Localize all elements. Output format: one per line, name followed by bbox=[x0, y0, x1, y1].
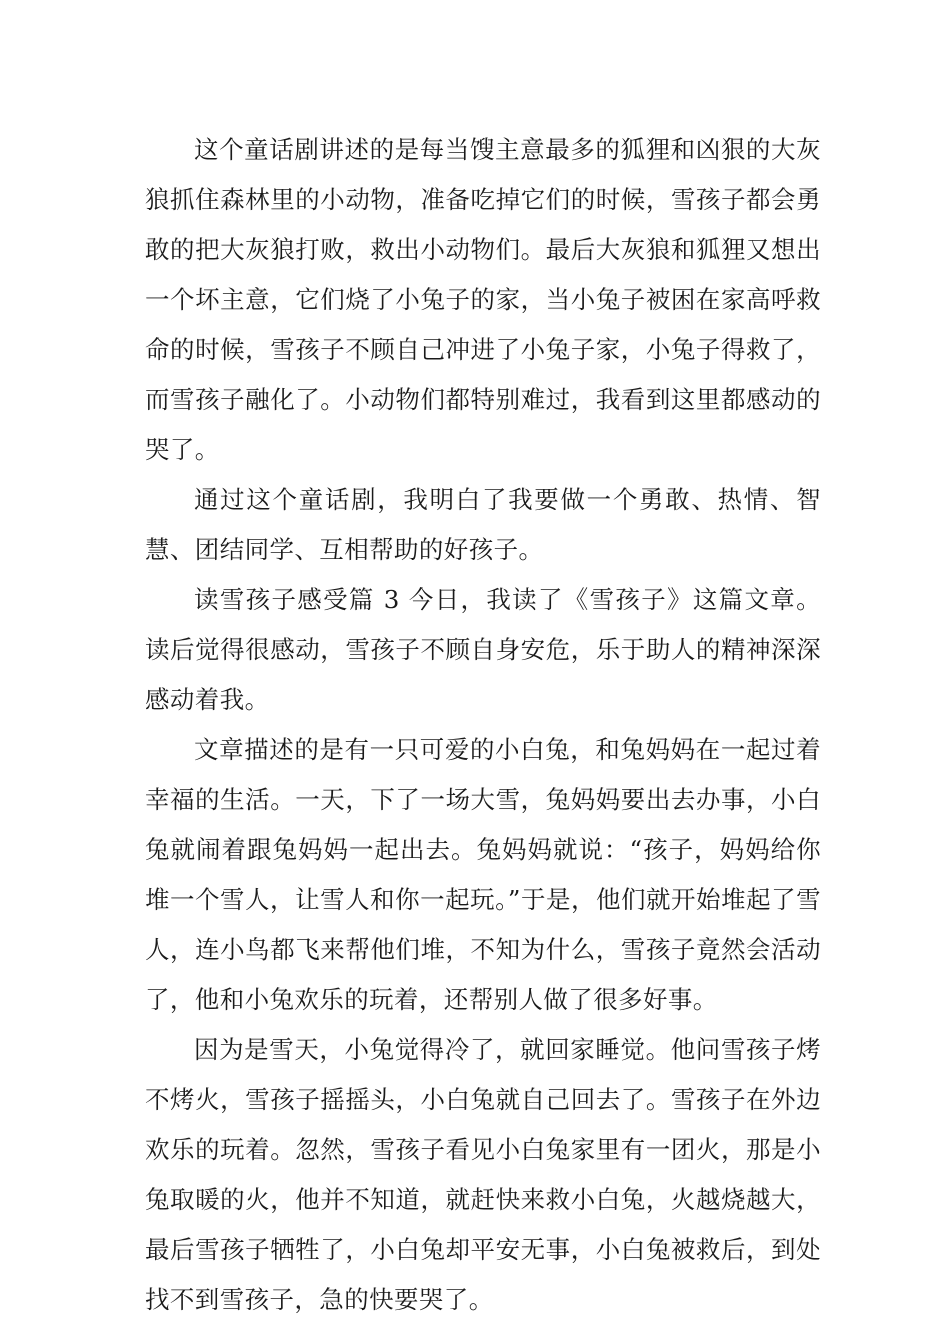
paragraph-1: 这个童话剧讲述的是每当馊主意最多的狐狸和凶狠的大灰狼抓住森林里的小动物，准备吃掉它们的时候，雪孩子都会勇敢的把大灰狼打败，救出小动物们。最后大灰狼和狐狸又想出一个坏主意，它们烧了小兔子的家，当小兔子被困在家高呼救命的时候，雪孩子不顾自己冲进了小兔子家，小兔子得救了，而雪孩子融化了。小动物们都特别难过，我看到这里都感动的哭了。 bbox=[145, 135, 821, 464]
paragraph-3: 读雪孩子感受篇 3 今日，我读了《雪孩子》这篇文章。读后觉得很感动，雪孩子不顾自身安危，乐于助人的精神深深感动着我。 bbox=[145, 585, 821, 714]
paragraph-5: 因为是雪天，小兔觉得冷了，就回家睡觉。他问雪孩子烤不烤火，雪孩子摇摇头，小白兔就自己回去了。雪孩子在外边欢乐的玩着。忽然，雪孩子看见小白兔家里有一团火，那是小兔取暖的火，他并不知道，就赶快来救小白兔，火越烧越大，最后雪孩子牺牲了，小白兔却平安无事，小白兔被救后，到处找不到雪孩子，急的快要哭了。 bbox=[145, 1035, 821, 1314]
paragraph-4: 文章描述的是有一只可爱的小白兔，和兔妈妈在一起过着幸福的生活。一天，下了一场大雪，兔妈妈要出去办事，小白兔就闹着跟兔妈妈一起出去。兔妈妈就说：“孩子，妈妈给你堆一个雪人，让雪人和你一起玩。”于是，他们就开始堆起了雪人，连小鸟都飞来帮他们堆，不知为什么，雪孩子竟然会活动了，他和小兔欢乐的玩着，还帮别人做了很多好事。 bbox=[145, 735, 821, 1014]
document-body bbox=[145, 125, 821, 1325]
paragraph-2: 通过这个童话剧，我明白了我要做一个勇敢、热情、智慧、团结同学、互相帮助的好孩子。 bbox=[145, 485, 821, 564]
